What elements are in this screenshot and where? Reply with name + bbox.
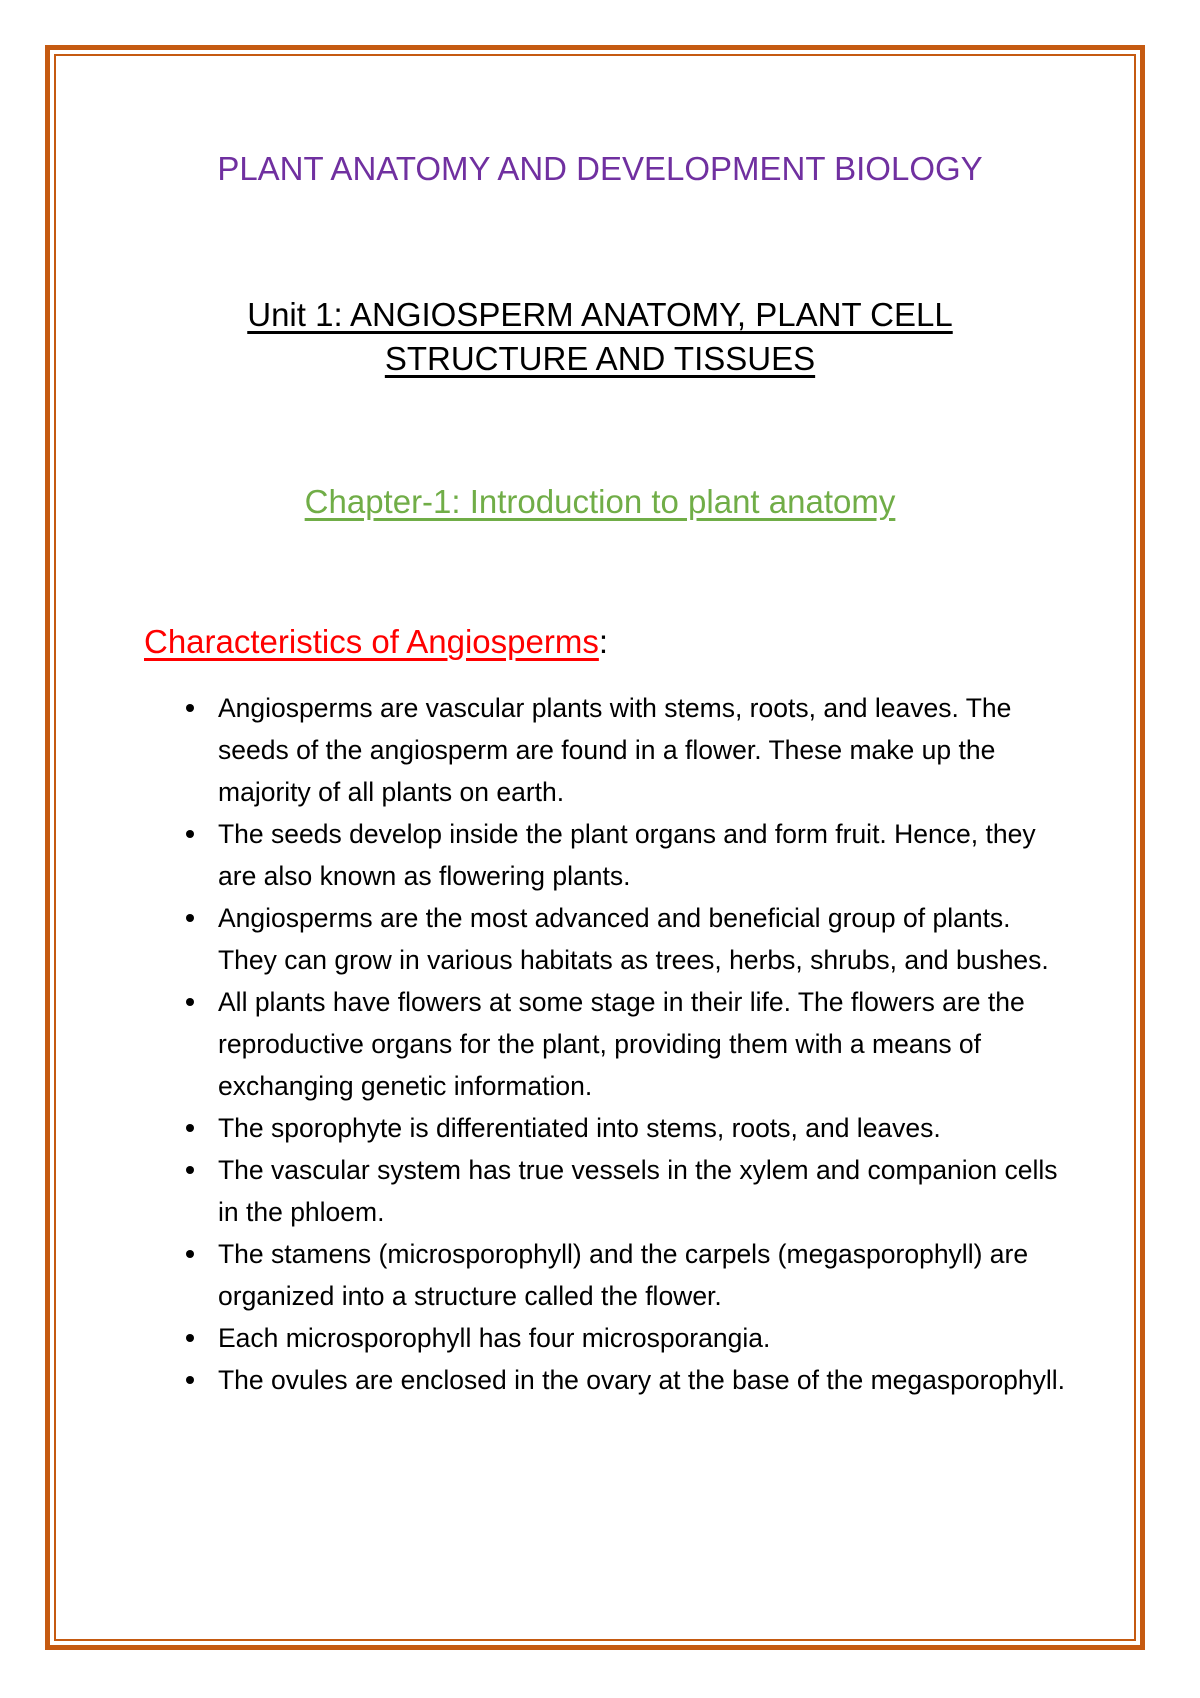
list-item-text: The vascular system has true vessels in the xylem and companion cells in the phloem.	[218, 1155, 1058, 1227]
document-title: PLANT ANATOMY AND DEVELOPMENT BIOLOGY	[217, 150, 983, 187]
list-item	[144, 981, 1074, 1107]
bullet-icon	[186, 830, 194, 838]
section-heading-text: Characteristics of Angiosperms	[144, 623, 599, 660]
section-heading-colon: :	[598, 623, 609, 660]
list-item	[144, 813, 1074, 897]
bullet-icon	[186, 704, 194, 712]
list-item-text: The stamens (microsporophyll) and the carpels (megasporophyll) are organized into a structure called the flower.	[218, 1239, 1029, 1311]
list-item-text: Angiosperms are the most advanced and beneficial group of plants. They can grow in various habitats as trees, herbs, shrubs, and bushes.	[218, 903, 1049, 975]
bullet-icon	[186, 1334, 194, 1342]
list-item-text: The seeds develop inside the plant organs and form fruit. Hence, they are also known as flowering plants.	[218, 819, 1036, 891]
bullet-icon	[186, 914, 194, 922]
bullet-icon	[186, 998, 194, 1006]
list-item	[144, 1359, 1074, 1401]
list-item-text: All plants have flowers at some stage in their life. The flowers are the reproductive organs for the plant, providing them with a means of exchanging genetic information.	[218, 987, 1025, 1101]
unit-heading	[0, 293, 1200, 381]
list-item-text: The ovules are enclosed in the ovary at the base of the megasporophyll.	[218, 1365, 1066, 1395]
section-heading	[144, 623, 608, 661]
bullet-icon	[186, 1250, 194, 1258]
list-item	[144, 1107, 1074, 1149]
unit-heading-line-1: Unit 1: ANGIOSPERM ANATOMY, PLANT CELL	[247, 296, 953, 333]
list-item-text: Each microsporophyll has four microsporangia.	[218, 1323, 771, 1353]
bullet-icon	[186, 1376, 194, 1384]
chapter-heading-text: Chapter-1: Introduction to plant anatomy	[304, 483, 896, 520]
characteristics-list	[144, 687, 1074, 1401]
list-item-text: The sporophyte is differentiated into stems, roots, and leaves.	[218, 1113, 941, 1143]
list-item	[144, 897, 1074, 981]
list-item	[144, 1149, 1074, 1233]
list-item-text: Angiosperms are vascular plants with stems, roots, and leaves. The seeds of the angiosperm are found in a flower. These make up the majority of all plants on earth.	[218, 693, 1012, 807]
chapter-heading	[0, 483, 1200, 521]
bullet-icon	[186, 1166, 194, 1174]
unit-heading-line-2: STRUCTURE AND TISSUES	[384, 340, 816, 377]
list-item	[144, 1317, 1074, 1359]
list-item	[144, 687, 1074, 813]
list-item	[144, 1233, 1074, 1317]
bullet-icon	[186, 1124, 194, 1132]
